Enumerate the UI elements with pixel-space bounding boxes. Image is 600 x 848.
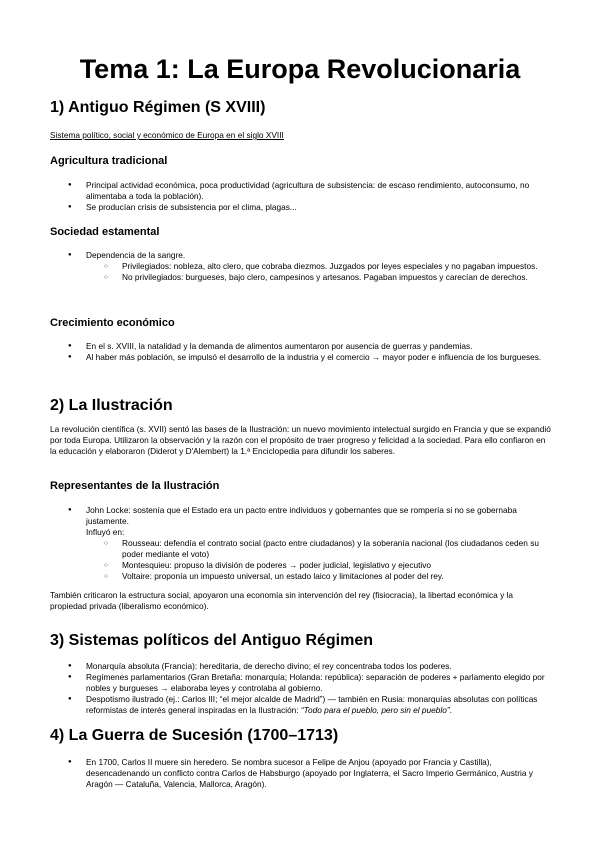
list-item-end: . <box>449 705 452 715</box>
list-item: ● Se producían crisis de subsistencia por el clima, plagas... <box>68 202 552 213</box>
agricultura-heading: Agricultura tradicional <box>50 155 168 167</box>
list-item: ● Principal actividad económica, poca productividad (agricultura de subsistencia: de escaso rendimiento, autoconsumo, no alimentaba a toda la población). <box>68 180 552 202</box>
crecimiento-heading: Crecimiento económico <box>50 317 175 329</box>
list-item: ● Al haber más población, se impulsó el desarrollo de la industria y el comercio → mayor poder e influencia de los burgueses. <box>68 352 552 363</box>
list-item-text: Dependencia de la sangre. <box>86 250 186 260</box>
sociedad-list <box>68 250 552 283</box>
ilustracion-intro: La revolución científica (s. XVII) sentó las bases de la Ilustración: un nuevo movimiento intelectual surgido en Francia y que se expandió por toda Europa. Utilizaron la observación y la razón con el propósito de traer progreso y felicidad a la sociedad. Para ello confiaron en la educación y elaboraron (Diderot y D'Alembert) la 1.ª Enciclopedia para difundir los saberes. <box>50 424 551 456</box>
section-2-heading: 2) La Ilustración <box>50 397 173 414</box>
sub-list-item: ○ No privilegiados: burgueses, bajo clero, campesinos y artesanos. Pagaban impuestos y carecían de derechos. <box>104 272 552 283</box>
sub-list-item: ○ Voltaire: proponía un impuesto universal, un estado laico y limitaciones al poder del rey. <box>104 571 552 582</box>
ilustracion-closing: También criticaron la estructura social, apoyaron una economía sin intervención del rey (fisiocracia), la libertad económica y la propiedad privada (liberalismo económico). <box>50 590 514 611</box>
sociedad-heading: Sociedad estamental <box>50 226 160 238</box>
section-1-definition: Sistema político, social y económico de Europa en el siglo XVIII <box>50 130 284 140</box>
list-item: ● En 1700, Carlos II muere sin heredero. Se nombra sucesor a Felipe de Anjou (apoyado por Francia y Castilla), desencadenando un conflicto contra Carlos de Habsburgo (apoyado por Inglaterra, el Sacro Imperio Germánico, Austria y Aragón — Cataluña, Valencia, Mallorca, Aragón). <box>68 757 552 790</box>
list-item: ● En el s. XVIII, la natalidad y la demanda de alimentos aumentaron por ausencia de guerras y pandemias. <box>68 341 552 352</box>
representantes-list <box>68 505 552 582</box>
representantes-heading: Representantes de la Ilustración <box>50 480 220 492</box>
list-item-tail: Influyó en: <box>86 527 125 537</box>
sub-list-item: ○ Privilegiados: nobleza, alto clero, que cobraba diezmos. Juzgados por leyes especiales y no pagaban impuestos. <box>104 261 552 272</box>
list-item: ● Regímenes parlamentarios (Gran Bretaña: monarquía; Holanda: república): separación de poderes + parlamento elegido por nobles y burgueses → elaboraba leyes y controlaba al gobierno. <box>68 672 552 694</box>
list-item-text: Despotismo ilustrado (ej.: Carlos III; “el mejor alcalde de Madrid”) — también en Rusia: monarquías absolutas con políticas reformistas de interés general inspiradas en la Ilustración: <box>86 694 538 715</box>
sub-list-item: ○ Montesquieu: propuso la división de poderes → poder judicial, legislativo y ejecutivo <box>104 560 552 571</box>
representantes-sublist <box>86 538 552 582</box>
section-3-heading: 3) Sistemas políticos del Antiguo Régimen <box>50 632 374 649</box>
page-title: Tema 1: La Europa Revolucionaria <box>79 54 521 84</box>
sistemas-list <box>68 661 552 716</box>
sub-list-item: ○ Rousseau: defendía el contrato social (pacto entre ciudadanos) y la soberanía nacional (los ciudadanos ceden su poder mediante el voto) <box>104 538 552 560</box>
guerra-list <box>68 757 552 790</box>
quote-text: “Todo para el pueblo, pero sin el pueblo” <box>300 705 450 715</box>
list-item-text: John Locke: sostenía que el Estado era un pacto entre individuos y gobernantes que se rompería si no se gobernaba justamente. <box>86 505 517 526</box>
list-item <box>68 694 552 716</box>
section-1-heading: 1) Antiguo Régimen (S XVIII) <box>50 99 266 116</box>
list-item: ● Monarquía absoluta (Francia): hereditaria, de derecho divino; el rey concentraba todos los poderes. <box>68 661 552 672</box>
list-item <box>68 250 552 283</box>
agricultura-list <box>68 180 552 213</box>
crecimiento-list <box>68 341 552 363</box>
section-4-heading: 4) La Guerra de Sucesión (1700–1713) <box>50 727 339 744</box>
list-item <box>68 505 552 582</box>
sociedad-sublist <box>86 261 552 283</box>
